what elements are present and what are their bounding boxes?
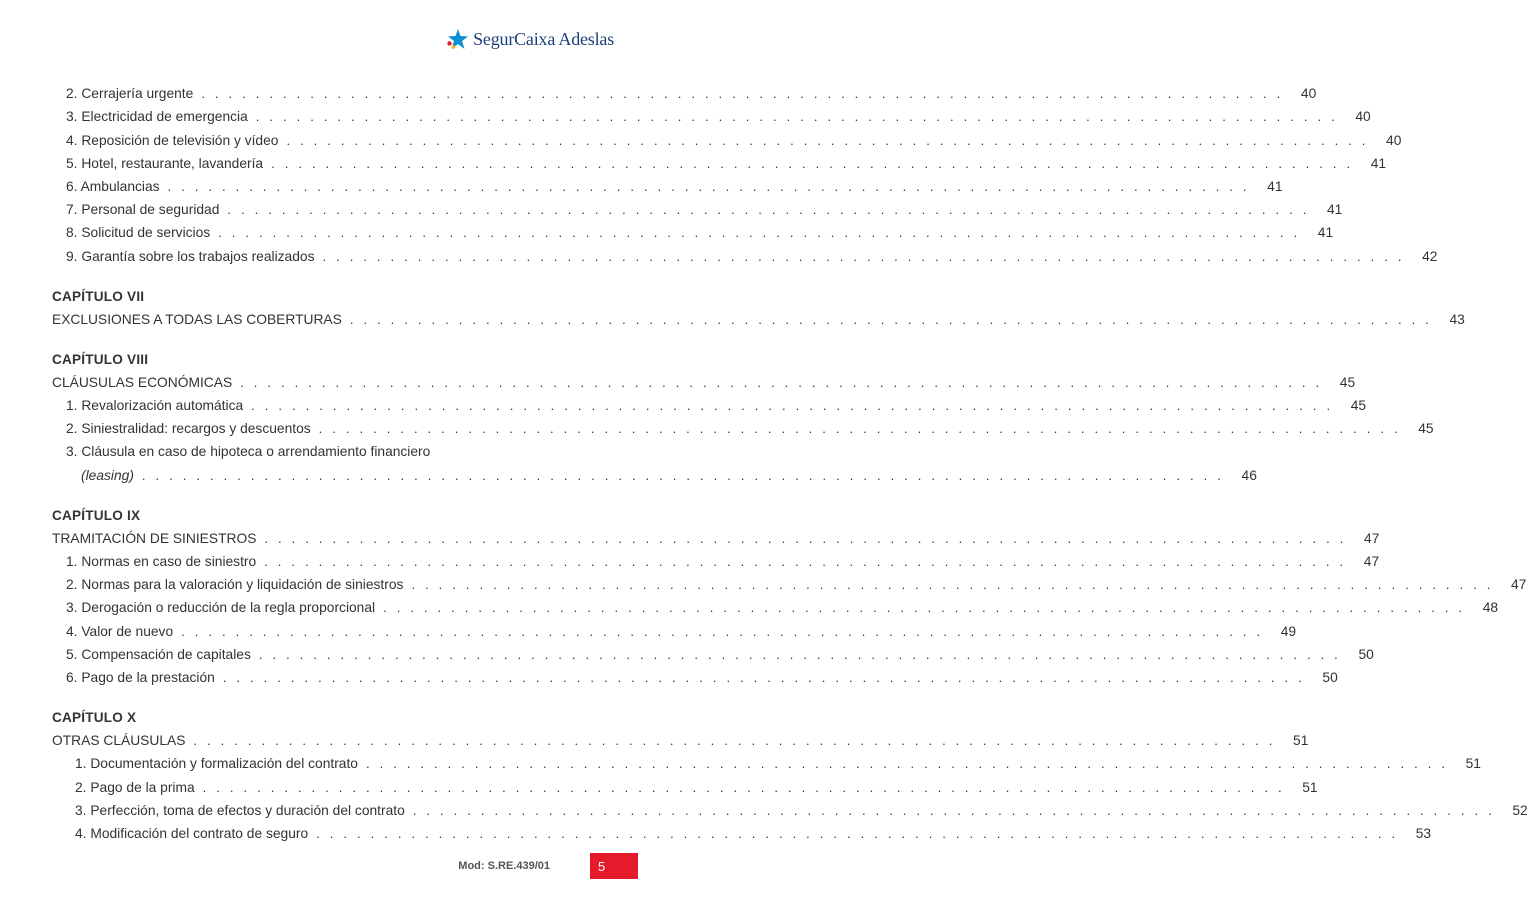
toc-entry-title: 5. Hotel, restaurante, lavandería [66,155,264,171]
toc-entry-title: TRAMITACIÓN DE SINIESTROS [52,530,257,546]
toc-entry[interactable] [52,392,1367,415]
dot-leader: ................................................................................ [322,248,1412,264]
toc-page-number: 51 [1302,779,1318,795]
toc-page-number: 40 [1355,109,1371,125]
section-spacer [52,687,550,704]
dot-leader: ................................................................................ [218,225,1308,241]
toc-page-number: 50 [1358,646,1374,662]
toc-entry-title: (leasing) [81,467,134,483]
dot-leader: ................................................................................ [258,646,1348,662]
dot-leader: ................................................................................ [251,398,1341,414]
page-number-badge [590,853,638,879]
toc-entry-title: 1. Documentación y formalización del contrato [75,756,358,772]
toc-entry[interactable] [52,664,1338,687]
toc-entry-title: 1. Normas en caso de siniestro [66,554,257,569]
toc-entry-title: 3. Perfección, toma de efectos y duración del contrato [75,802,405,818]
chapter-heading: CAPÍTULO X [52,709,137,725]
toc-entry-title: 9. Garantía sobre los trabajos realizados [66,248,315,264]
dot-leader: ................................................................................ [181,623,1271,639]
toc-entry[interactable] [52,150,1387,173]
toc-entry-title: 3. Derogación o reducción de la regla proporcional [66,600,376,616]
toc-page-number: 47 [1363,554,1380,569]
toc-entry-title: OTRAS CLÁUSULAS [52,733,186,749]
section-spacer [52,329,550,346]
dot-leader: ................................................................................ [141,467,1231,483]
toc-chapter-entry[interactable] [52,727,1309,750]
brand-logo [445,28,614,50]
dot-leader: ................................................................................ [264,554,1354,569]
toc-entry-title: 6. Pago de la prestación [66,669,215,685]
dot-leader: ................................................................................ [383,600,1473,616]
toc-page-number: 45 [1418,421,1434,437]
toc-page-number: 45 [1339,374,1356,390]
toc-entry-title: EXCLUSIONES A TODAS LAS COBERTURAS [52,311,342,327]
toc-page-number: 41 [1267,178,1283,194]
toc-entry-title: 6. Ambulancias [66,178,160,194]
toc-entry[interactable] [52,773,1318,796]
toc-page-number: 41 [1317,225,1334,241]
toc-page-number: 51 [1465,756,1481,772]
section-spacer [52,485,550,502]
toc-entry[interactable] [52,415,1434,438]
chapter-heading: CAPÍTULO VIII [52,351,149,367]
toc-entry[interactable] [52,461,1257,484]
page-number: 5 [598,858,606,874]
toc-entry[interactable] [52,594,1499,617]
toc-entry-title: 7. Personal de seguridad [66,202,220,218]
dot-leader: ................................................................................ [411,577,1501,593]
toc-page-number: 41 [1327,202,1343,218]
dot-leader: ................................................................................ [167,178,1257,194]
toc-entry-title: 2. Siniestralidad: recargos y descuentos [66,421,311,437]
toc-page-number: 49 [1280,623,1297,639]
toc-entry-title: 3. Electricidad de emergencia [66,109,248,125]
toc-entry[interactable] [52,196,1343,219]
dot-leader: ................................................................................ [201,86,1291,102]
dot-leader: ................................................................................ [264,530,1354,546]
toc-entry-text: 3. Cláusula en caso de hipoteca o arrendamiento financiero [66,444,431,460]
dot-leader: ................................................................................ [286,132,1376,148]
toc-entry-title: 2. Normas para la valoración y liquidación de siniestros [66,577,404,593]
toc-entry[interactable] [52,797,1528,820]
toc-entry-title: 4. Valor de nuevo [66,623,174,639]
dot-leader: ................................................................................ [193,733,1283,749]
toc-page-number: 42 [1422,248,1438,264]
toc-page-number: 40 [1300,86,1317,102]
toc-entry[interactable] [52,750,1481,773]
dot-leader: ................................................................................ [271,155,1361,171]
toc-page-number: 45 [1350,398,1367,414]
toc-entry-title: 8. Solicitud de servicios [66,225,211,241]
dot-leader: ................................................................................ [227,202,1317,218]
toc-page-number: 43 [1449,311,1465,327]
chapter-heading: CAPÍTULO VII [52,288,145,304]
toc-entry-title: 2. Pago de la prima [75,779,195,795]
dot-leader: ................................................................................ [202,779,1292,795]
toc-page-number: 40 [1386,132,1402,148]
toc-entry-title: 4. Modificación del contrato de seguro [75,825,309,841]
toc-entry-title: CLÁUSULAS ECONÓMICAS [52,374,233,390]
brand-name: SegurCaixa Adeslas [473,28,614,49]
toc-page-number: 46 [1241,467,1257,483]
dot-leader: ................................................................................ [222,669,1312,685]
toc-chapter-entry[interactable] [52,306,1465,329]
toc-entry[interactable] [52,103,1371,126]
toc-entry[interactable] [52,126,1402,149]
dot-leader: ................................................................................ [255,109,1345,125]
toc-page-number: 51 [1293,733,1309,749]
toc-entry[interactable] [52,641,1374,664]
toc-entry[interactable] [52,617,1297,640]
toc-page-number: 53 [1415,825,1432,841]
toc-page-number: 50 [1322,669,1338,685]
toc-page-number: 41 [1370,155,1387,171]
toc-entry[interactable] [52,548,1380,571]
dot-leader: ................................................................................ [318,421,1408,437]
model-code: Mod: S.RE.439/01 [458,860,550,872]
toc-entry-title: 5. Compensación de capitales [66,646,251,662]
dot-leader: ................................................................................ [412,802,1502,818]
toc-chapter-entry[interactable] [52,525,1380,548]
toc-entry[interactable] [52,219,1334,242]
toc-page-number: 52 [1512,802,1528,818]
toc-entry[interactable] [52,242,1438,265]
toc-chapter-entry[interactable] [52,369,1356,392]
star-logo-icon [445,28,469,50]
toc-entry-title: 4. Reposición de televisión y vídeo [66,132,279,148]
dot-leader: ................................................................................ [316,825,1406,841]
table-of-contents [52,80,1528,843]
toc-page-number: 47 [1364,530,1380,546]
toc-page-number: 48 [1482,600,1499,616]
toc-page-number: 47 [1511,577,1527,593]
toc-entry[interactable] [52,173,1283,196]
dot-leader: ................................................................................ [365,756,1455,772]
dot-leader: ................................................................................ [349,311,1439,327]
toc-entry[interactable] [52,820,1432,843]
section-spacer [52,266,550,283]
chapter-heading: CAPÍTULO IX [52,507,141,523]
toc-entry-title: 1. Revalorización automática [66,398,244,414]
dot-leader: ................................................................................ [240,374,1330,390]
toc-entry-title: 2. Cerrajería urgente [66,86,194,102]
toc-entry[interactable] [52,80,1317,103]
toc-entry[interactable] [52,571,1527,594]
